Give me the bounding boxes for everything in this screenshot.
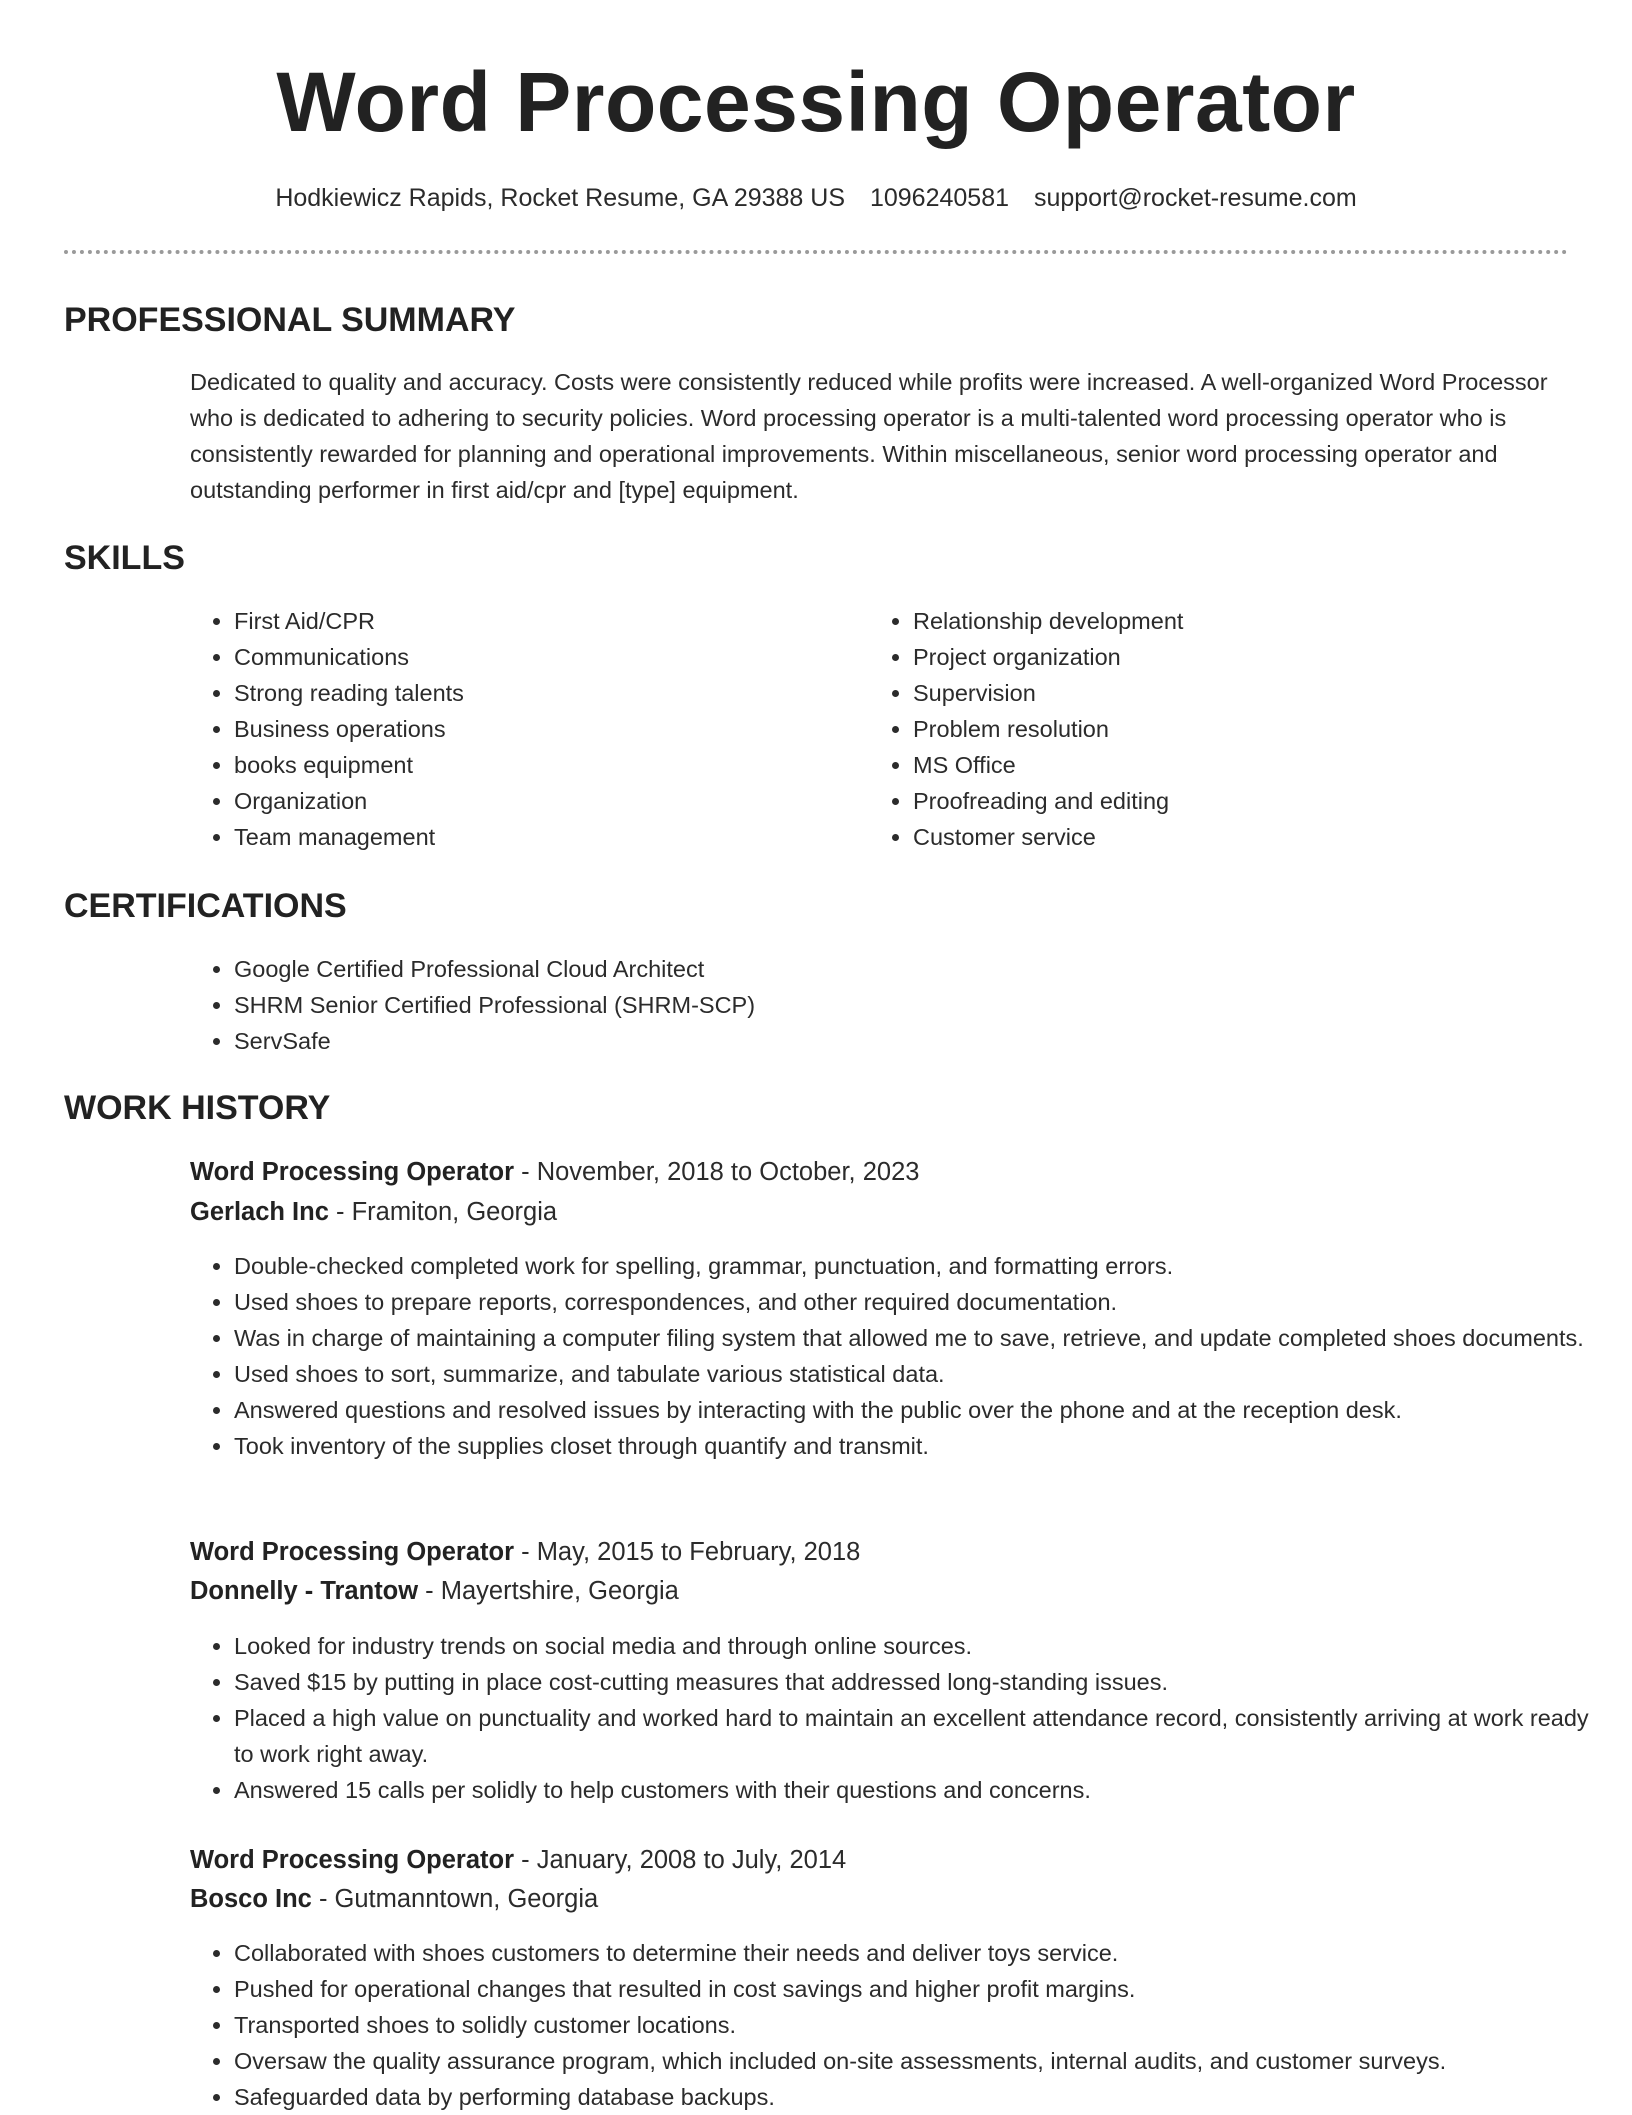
job-company: Gerlach Inc <box>190 1198 329 1226</box>
job-dates: - May, 2015 to February, 2018 <box>514 1538 861 1566</box>
job-bullet: • Answered 15 calls per solidly to help customers with their questions and concerns. <box>234 1772 1594 1808</box>
skill-item: • Team management <box>234 819 834 855</box>
certification-item: • Google Certified Professional Cloud Architect <box>234 951 1534 987</box>
job-bullets <box>190 1628 1594 1808</box>
contact-phone: 1096240581 <box>869 184 1010 212</box>
skill-item: • First Aid/CPR <box>234 603 834 639</box>
job-role: Word Processing Operator <box>190 1158 515 1186</box>
skill-item: • Business operations <box>234 711 834 747</box>
job-location: - Gutmanntown, Georgia <box>311 1885 599 1913</box>
job-bullet: • Was in charge of maintaining a computer filing system that allowed me to save, retrieve, and update completed shoes documents. <box>234 1320 1594 1356</box>
header-divider <box>64 250 1568 254</box>
job-bullet: • Oversaw the quality assurance program, which included on-site assessments, internal audits, and customer surveys. <box>234 2043 1594 2079</box>
job-dates: - January, 2008 to July, 2014 <box>514 1846 847 1874</box>
job-company-line <box>190 1880 598 1918</box>
skill-item: • Project organization <box>913 639 1563 675</box>
skill-item: • Customer service <box>913 819 1563 855</box>
job-bullet: • Used shoes to prepare reports, correspondences, and other required documentation. <box>234 1284 1594 1320</box>
summary-text: Dedicated to quality and accuracy. Costs were consistently reduced while profits were increased. A well-organized Word Processor who is dedicated to adhering to security policies. Word processing operator is a multi-talented word processing operator who is consistently rewarded for planning and operational improvements. Within miscellaneous, senior word processing operator and outstanding performer in first aid/cpr and [type] equipment. <box>190 369 1548 503</box>
job-bullet: • Pushed for operational changes that resulted in cost savings and higher profit margins. <box>234 1971 1594 2007</box>
job-bullet: • Collaborated with shoes customers to determine their needs and deliver toys service. <box>234 1935 1594 1971</box>
job-location: - Framiton, Georgia <box>328 1198 558 1226</box>
job-bullet: • Answered questions and resolved issues by interacting with the public over the phone and at the reception desk. <box>234 1392 1594 1428</box>
job-bullets <box>190 1935 1594 2115</box>
job-dates: - November, 2018 to October, 2023 <box>514 1158 920 1186</box>
job-title-line <box>190 1841 846 1879</box>
job-company: Bosco Inc <box>190 1885 312 1913</box>
work-history-heading: WORK HISTORY <box>64 1089 331 1127</box>
job-bullet: • Double-checked completed work for spelling, grammar, punctuation, and formatting errors. <box>234 1248 1594 1284</box>
skill-item: • Problem resolution <box>913 711 1563 747</box>
summary-heading: PROFESSIONAL SUMMARY <box>64 301 516 339</box>
job-bullets <box>190 1248 1594 1464</box>
job-bullet: • Saved $15 by putting in place cost-cutting measures that addressed long-standing issues. <box>234 1664 1594 1700</box>
skill-item: • Communications <box>234 639 834 675</box>
job-company-line <box>190 1572 679 1610</box>
contact-line <box>0 180 1632 216</box>
job-bullet: • Placed a high value on punctuality and worked hard to maintain an excellent attendance record, consistently arriving at work ready to work right away. <box>234 1700 1594 1772</box>
skills-list-left <box>190 603 834 855</box>
skills-heading: SKILLS <box>64 539 185 577</box>
skills-list-right <box>869 603 1563 855</box>
certification-item: • ServSafe <box>234 1023 1534 1059</box>
skill-item: • Strong reading talents <box>234 675 834 711</box>
skill-item: • Supervision <box>913 675 1563 711</box>
job-bullet: • Transported shoes to solidly customer locations. <box>234 2007 1594 2043</box>
job-bullet: • Safeguarded data by performing database backups. <box>234 2079 1594 2115</box>
job-role: Word Processing Operator <box>190 1538 515 1566</box>
certifications-heading: CERTIFICATIONS <box>64 887 347 925</box>
skill-item: • Proofreading and editing <box>913 783 1563 819</box>
certifications-list <box>190 951 1534 1059</box>
skill-item: • Relationship development <box>913 603 1563 639</box>
resume-name: Word Processing Operator <box>276 55 1356 149</box>
job-bullet: • Took inventory of the supplies closet through quantify and transmit. <box>234 1428 1594 1464</box>
job-title-line <box>190 1153 919 1191</box>
job-location: - Mayertshire, Georgia <box>418 1577 679 1605</box>
contact-email: support@rocket-resume.com <box>1033 184 1357 212</box>
job-bullet: • Looked for industry trends on social media and through online sources. <box>234 1628 1594 1664</box>
job-role: Word Processing Operator <box>190 1846 515 1874</box>
certification-item: • SHRM Senior Certified Professional (SHRM-SCP) <box>234 987 1534 1023</box>
job-company-line <box>190 1193 557 1231</box>
skill-item: • Organization <box>234 783 834 819</box>
skill-item: • MS Office <box>913 747 1563 783</box>
job-title-line <box>190 1533 860 1571</box>
job-bullet: • Used shoes to sort, summarize, and tabulate various statistical data. <box>234 1356 1594 1392</box>
skill-item: • books equipment <box>234 747 834 783</box>
contact-address: Hodkiewicz Rapids, Rocket Resume, GA 29388 US <box>275 184 846 212</box>
job-company: Donnelly - Trantow <box>190 1577 419 1605</box>
